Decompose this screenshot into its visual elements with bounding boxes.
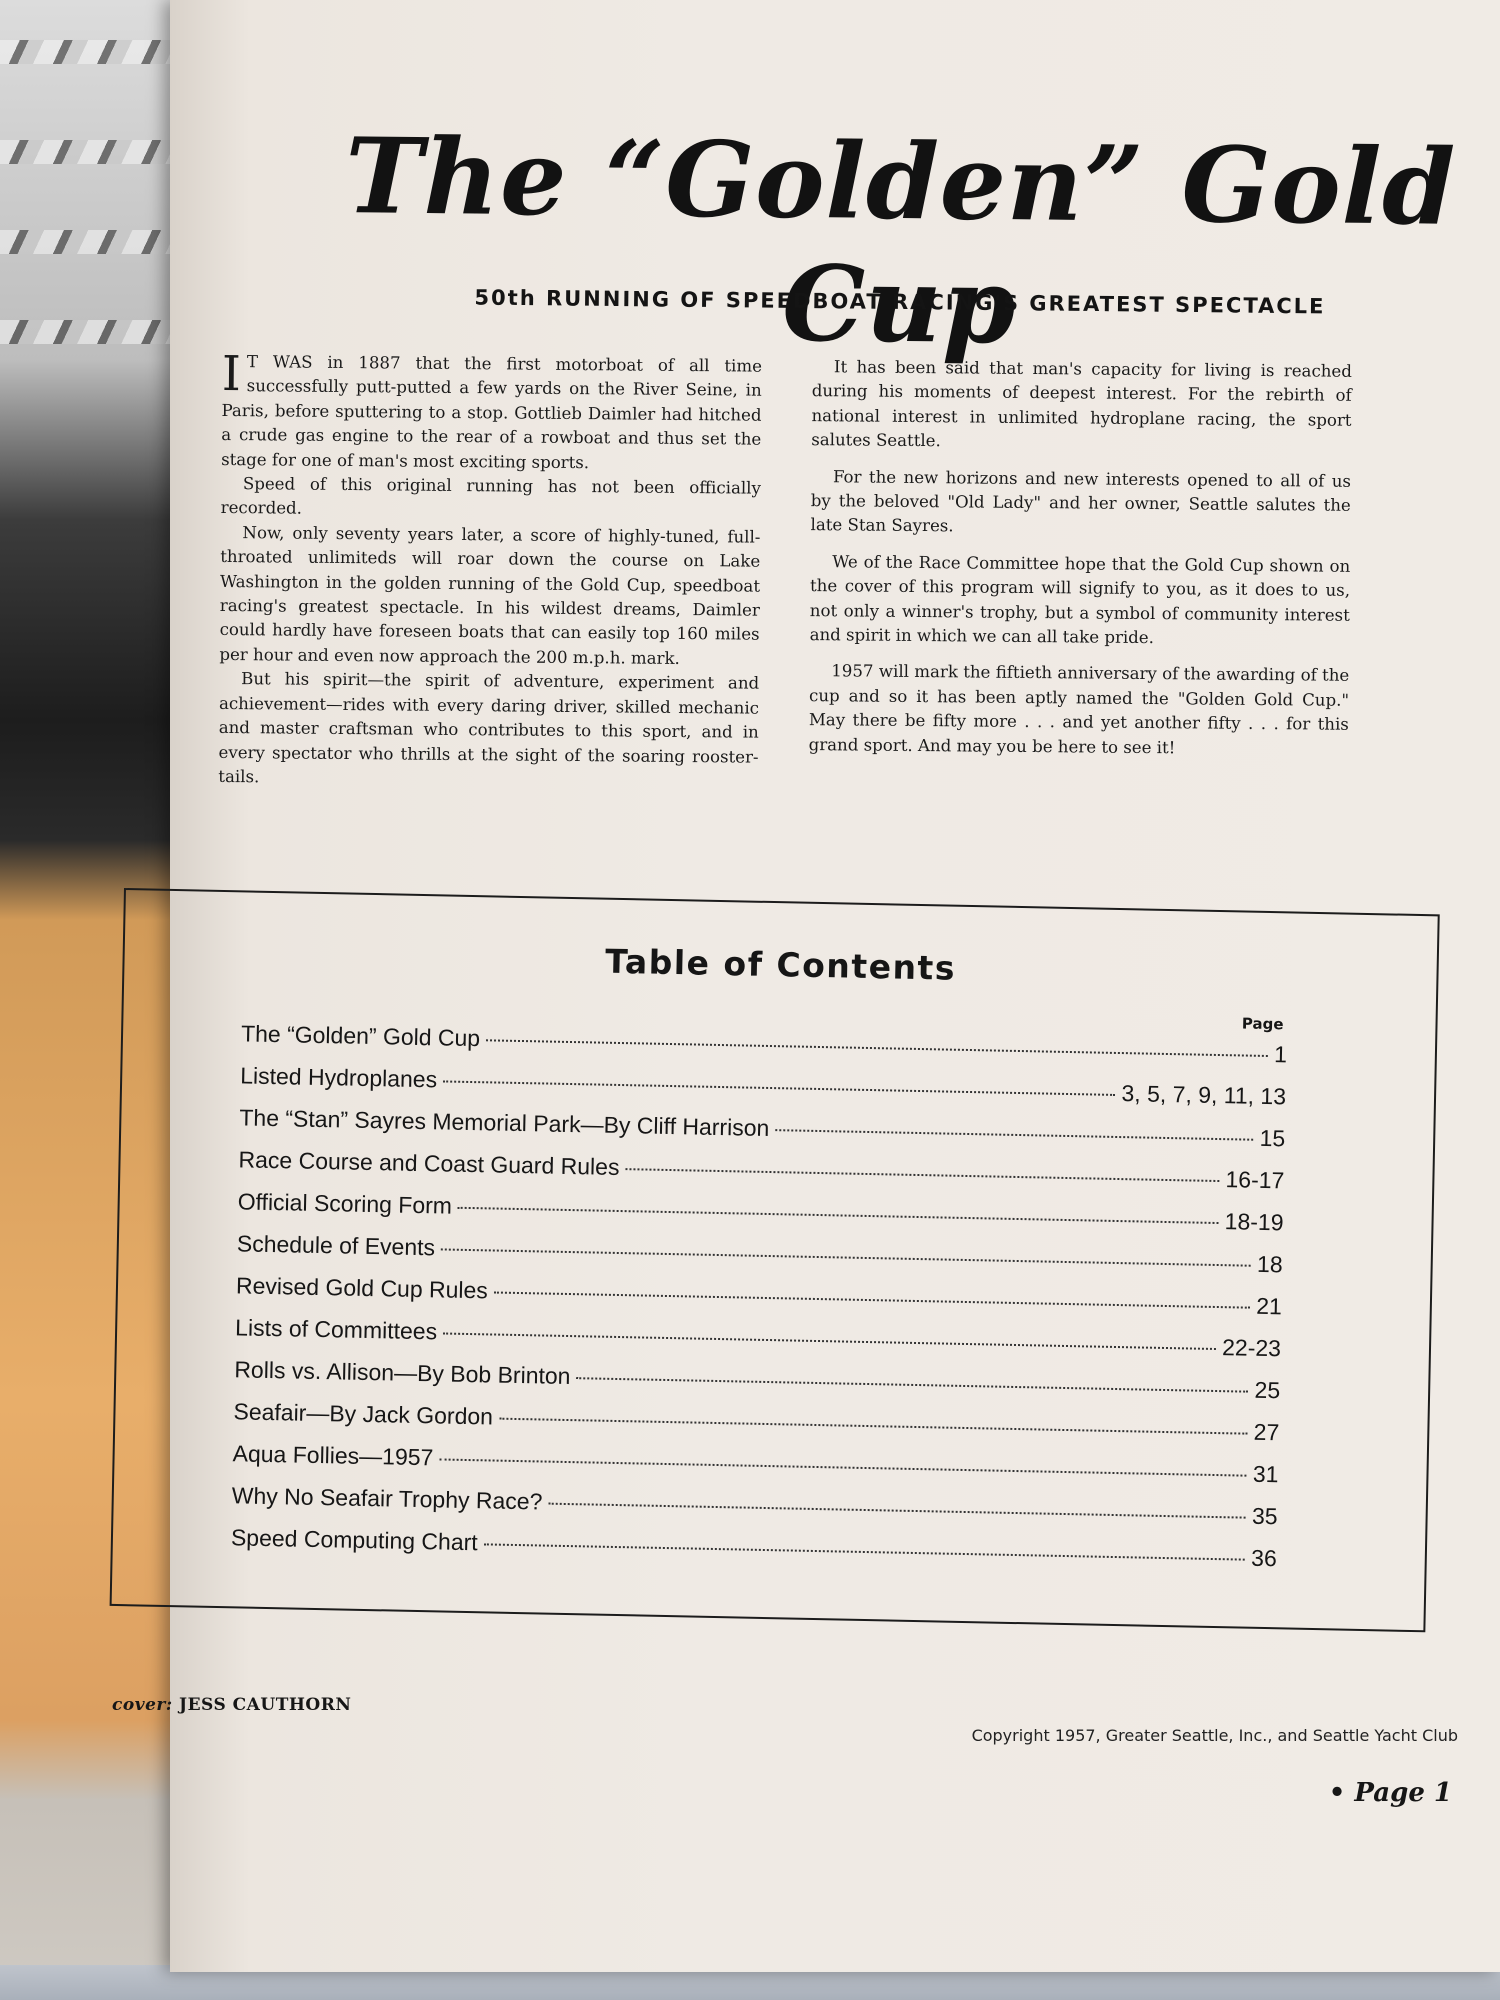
toc-entry: Lists of Committees 22-23: [234, 1314, 1282, 1362]
dot-leader: [494, 1292, 1250, 1309]
toc-entry: The “Stan” Sayres Memorial Park—By Cliff Harrison 15: [239, 1104, 1286, 1152]
intro-left-column: [218, 345, 763, 794]
toc-page-number: 1: [1273, 1041, 1288, 1068]
dot-leader: [441, 1248, 1251, 1266]
intro-article: [218, 345, 1382, 830]
toc-page-number: 18: [1256, 1250, 1283, 1278]
toc-page-number: 36: [1250, 1544, 1278, 1572]
toc-title: Table of Contents: [604, 941, 957, 988]
page-subtitle: 50th RUNNING OF SPEEDBOAT RACING'S GREATEST SPECTACLE: [474, 285, 1326, 319]
table-of-contents: [110, 888, 1440, 1632]
toc-page-number: 3, 5, 7, 9, 11, 13: [1121, 1080, 1287, 1110]
drop-cap: I: [221, 345, 242, 403]
dot-leader: [443, 1332, 1216, 1350]
toc-page-number: 21: [1255, 1292, 1283, 1320]
dot-leader: [625, 1168, 1219, 1182]
toc-entry: Aqua Follies—1957 31: [232, 1440, 1279, 1488]
toc-entry: Listed Hydroplanes 3, 5, 7, 9, 11, 13: [240, 1062, 1287, 1110]
dot-leader: [439, 1458, 1247, 1476]
dot-leader: [548, 1503, 1246, 1519]
toc-entry: Speed Computing Chart 36: [230, 1524, 1278, 1572]
intro-right-column: [808, 355, 1352, 774]
toc-page-number: 15: [1259, 1124, 1286, 1152]
toc-entry: Race Course and Coast Guard Rules 16-17: [238, 1146, 1285, 1194]
toc-page-number: 35: [1251, 1502, 1278, 1530]
toc-page-number: 22-23: [1221, 1334, 1282, 1362]
toc-entry: The “Golden” Gold Cup 1: [240, 1020, 1288, 1068]
copyright-notice: Copyright 1957, Greater Seattle, Inc., and Seattle Yacht Club: [971, 1726, 1458, 1745]
intro-paragraph: I T WAS in 1887 that the first motorboat of all time successfully putt-putted a few yards on the River Seine, in Paris, before sputtering to a stop. Gottlieb Daimler had hitched a crude gas engine to the rear of a rowboat and thus set the stage for one of man's most exciting sports.: [221, 345, 763, 472]
dot-leader: [576, 1377, 1248, 1392]
dot-leader: [486, 1039, 1268, 1057]
toc-page-number: 16-17: [1225, 1166, 1285, 1194]
toc-entry: Revised Gold Cup Rules 21: [235, 1272, 1283, 1320]
dot-leader: [484, 1543, 1246, 1560]
dot-leader: [458, 1207, 1219, 1224]
toc-page-number: 18-19: [1224, 1208, 1284, 1236]
toc-entry: Why No Seafair Trophy Race? 35: [231, 1482, 1278, 1530]
toc-entry: Official Scoring Form 18-19: [237, 1188, 1284, 1236]
toc-entry: Seafair—By Jack Gordon 27: [233, 1398, 1280, 1446]
page-number: • Page 1: [1328, 1778, 1452, 1808]
toc-page-number: 25: [1254, 1376, 1281, 1404]
toc-entry: Schedule of Events 18: [236, 1230, 1283, 1278]
dot-leader: [499, 1418, 1248, 1435]
toc-list: [230, 1020, 1287, 1587]
toc-page-column-header: Page: [1241, 1014, 1284, 1034]
intro-paragraph: It has been said that man's capacity for living is reached during his moments of deepest interest. For the rebirth of national interest in unlimited hydroplane racing, the sport salutes Seattle.: [811, 357, 1353, 451]
intro-paragraph: Now, only seventy years later, a score of highly-tuned, full-throated unlimiteds will roar down the course on Lake Washington in the golden running of the Gold Cup, speedboat racing's greatest spectacle. In his wildest dreams, Daimler could hardly have foreseen boats that can easily top 160 miles per hour and even now approach the 200 m.p.h. mark.: [219, 522, 761, 668]
page-title: The “Golden” Gold Cup: [344, 114, 1457, 368]
toc-entry: Rolls vs. Allison—By Bob Brinton 25: [234, 1356, 1281, 1404]
toc-page-number: 27: [1253, 1418, 1280, 1446]
intro-paragraph: We of the Race Committee hope that the Gold Cup shown on the cover of this program will signify to you, as it does to us, not only a winner's trophy, but a symbol of community interest and spirit in which we can all take pride.: [809, 552, 1351, 648]
intro-paragraph: 1957 will mark the fiftieth anniversary of the awarding of the cup and so it has been aptly named the "Golden Gold Cup." May there be fifty more . . . and yet another fifty . . . for this grand sport. And may you be here to see it!: [808, 661, 1350, 757]
dot-leader: [775, 1129, 1253, 1141]
intro-paragraph: Speed of this original running has not been officially recorded.: [220, 474, 761, 519]
intro-paragraph: For the new horizons and new interests opened to all of us by the beloved "Old Lady" and her owner, Seattle salutes the late Stan Sayres.: [810, 466, 1352, 536]
intro-paragraph: But his spirit—the spirit of adventure, experiment and achievement—rides with every daring driver, skilled mechanic and master craftsman who contributes to this sport, and in every spectator who thrills at the sight of the soaring rooster-tails.: [218, 669, 760, 787]
dot-leader: [443, 1080, 1115, 1095]
cover-credit: cover: JESS CAUTHORN: [112, 1695, 352, 1715]
toc-page-number: 31: [1252, 1460, 1279, 1488]
program-page: [112, 0, 1500, 1972]
